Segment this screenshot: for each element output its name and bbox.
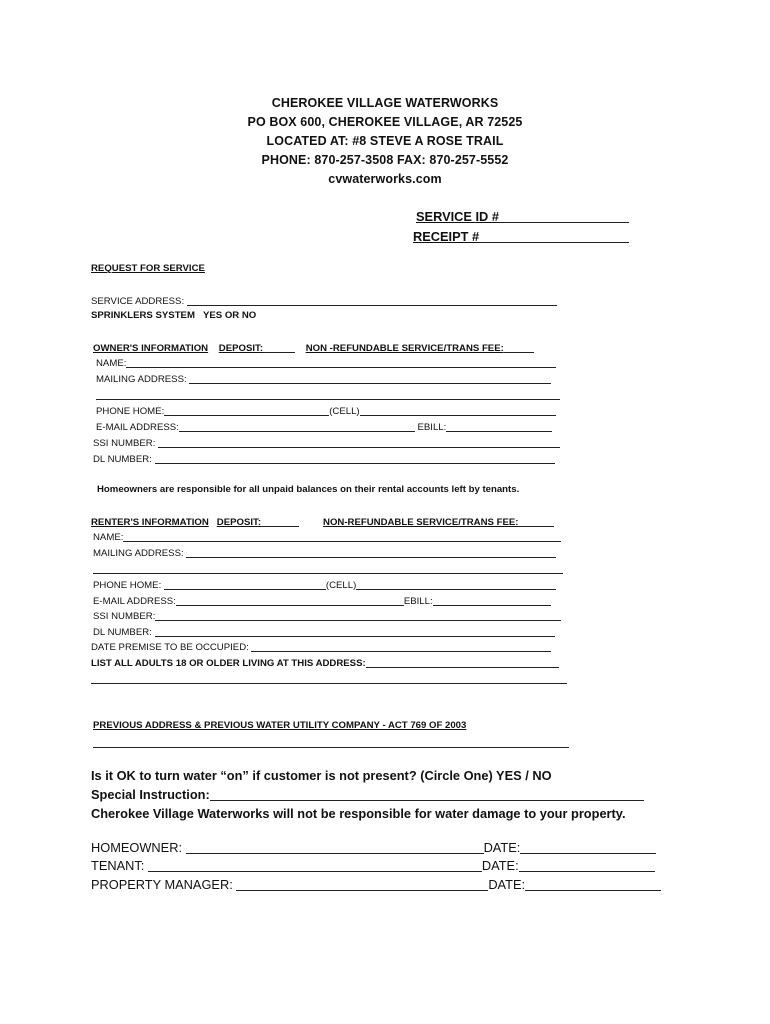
renter-adults-line[interactable] (366, 657, 559, 668)
renter-date-premise-label: DATE PREMISE TO BE OCCUPIED: (91, 642, 249, 653)
manager-label: PROPERTY MANAGER: (91, 877, 233, 892)
service-id-field (416, 209, 629, 224)
special-instruction-label: Special Instruction: (91, 787, 210, 802)
owner-fee-label: NON -REFUNDABLE SERVICE/TRANS FEE: (305, 343, 504, 354)
homeowner-date-line[interactable] (520, 841, 656, 854)
service-address-line[interactable] (187, 295, 557, 306)
sprinklers-label: SPRINKLERS SYSTEM (91, 310, 195, 321)
owner-mailing-line[interactable] (189, 373, 551, 384)
service-address-field (91, 295, 557, 307)
water-on-question: Is it OK to turn water “on” if customer is not present? (Circle One) YES / NO (91, 768, 552, 783)
manager-date-label: DATE: (488, 877, 526, 892)
owner-dl-line[interactable] (155, 453, 555, 464)
owner-cell-label: (CELL) (329, 406, 360, 417)
renter-deposit-label: DEPOSIT: (216, 517, 262, 528)
renter-date-premise-line[interactable] (251, 641, 551, 652)
renter-mailing-label: MAILING ADDRESS: (93, 548, 184, 559)
sprinklers-options[interactable]: YES OR NO (202, 310, 257, 321)
homeowner-label: HOMEOWNER: (91, 840, 182, 855)
renter-fee-line[interactable] (518, 516, 554, 527)
renter-cell-line[interactable] (356, 579, 556, 590)
renter-phone-line[interactable] (164, 579, 326, 590)
renter-dl-field (93, 626, 555, 638)
service-id-label: SERVICE ID # (416, 209, 499, 224)
owner-email-field (96, 421, 552, 433)
tenant-date-label: DATE: (481, 858, 519, 873)
owner-mailing-line2[interactable] (96, 389, 560, 400)
owner-mailing-field (96, 373, 551, 385)
renter-cell-label: (CELL) (325, 580, 357, 591)
owner-name-field (96, 357, 556, 369)
company-po-box: PO BOX 600, CHEROKEE VILLAGE, AR 72525 (247, 115, 523, 129)
disclaimer: Cherokee Village Waterworks will not be responsible for water damage to your property. (91, 806, 626, 821)
owner-dl-field (93, 453, 555, 465)
owner-cell-line[interactable] (360, 405, 556, 416)
manager-date-line[interactable] (525, 878, 661, 891)
owner-phone-label: PHONE HOME: (96, 406, 165, 417)
renter-adults-line-2 (91, 673, 567, 685)
renter-adults-field (91, 657, 559, 669)
company-location: LOCATED AT: #8 STEVE A ROSE TRAIL (266, 134, 504, 148)
renter-ssi-label: SSI NUMBER: (93, 611, 156, 622)
renter-name-field (93, 531, 561, 543)
owner-title: OWNER'S INFORMATION (93, 343, 209, 354)
owner-header (93, 342, 534, 354)
homeowner-date-label: DATE: (483, 840, 521, 855)
tenant-label: TENANT: (91, 858, 145, 873)
special-instruction-line[interactable] (210, 788, 644, 801)
renter-phone-field (93, 579, 556, 591)
receipt-label: RECEIPT # (413, 229, 480, 244)
renter-ebill-label: EBILL: (403, 596, 433, 607)
sprinklers-field (91, 310, 256, 321)
owner-ebill-line[interactable] (446, 421, 552, 432)
homeowner-signature-line[interactable] (186, 841, 484, 854)
owner-name-line[interactable] (126, 357, 556, 368)
renter-adults-label: LIST ALL ADULTS 18 OR OLDER LIVING AT THIS ADDRESS: (91, 658, 366, 669)
owner-phone-line[interactable] (164, 405, 329, 416)
company-name: CHEROKEE VILLAGE WATERWORKS (271, 96, 499, 110)
renter-ssi-field (93, 610, 561, 622)
renter-mailing-line-2 (93, 563, 563, 575)
renter-mailing-field (93, 547, 556, 559)
owner-mailing-label: MAILING ADDRESS: (96, 374, 187, 385)
owner-phone-field (96, 405, 556, 417)
owner-email-line[interactable] (179, 421, 415, 432)
previous-address-line[interactable] (93, 737, 569, 748)
special-instruction-field (91, 787, 644, 802)
owner-deposit-label: DEPOSIT: (218, 343, 264, 354)
homeowner-signature-row (91, 840, 656, 855)
homeowner-notice: Homeowners are responsible for all unpaid balances on their rental accounts left by tenants. (97, 484, 520, 495)
renter-name-label: NAME: (93, 532, 124, 543)
company-website: cvwaterworks.com (328, 172, 442, 186)
service-id-line[interactable] (499, 212, 629, 223)
owner-email-label: E-MAIL ADDRESS: (96, 422, 179, 433)
tenant-signature-line[interactable] (148, 859, 482, 872)
renter-email-label: E-MAIL ADDRESS: (93, 596, 176, 607)
renter-dl-line[interactable] (155, 626, 555, 637)
renter-email-field (93, 595, 551, 607)
previous-address-line-wrap (93, 737, 569, 749)
request-title: REQUEST FOR SERVICE (91, 263, 205, 274)
owner-mailing-line-2 (96, 389, 560, 401)
manager-signature-row (91, 877, 661, 892)
owner-name-label: NAME: (96, 358, 127, 369)
owner-ssi-label: SSI NUMBER: (93, 438, 156, 449)
renter-phone-label: PHONE HOME: (93, 580, 162, 591)
renter-deposit-line[interactable] (261, 516, 299, 527)
renter-fee-label: NON-REFUNDABLE SERVICE/TRANS FEE: (323, 517, 519, 528)
renter-adults-line2[interactable] (91, 673, 567, 684)
owner-deposit-line[interactable] (263, 342, 295, 353)
renter-mailing-line2[interactable] (93, 563, 563, 574)
service-address-label: SERVICE ADDRESS: (91, 296, 185, 307)
renter-dl-label: DL NUMBER: (93, 627, 152, 638)
receipt-line[interactable] (479, 232, 629, 243)
renter-title: RENTER'S INFORMATION (91, 517, 209, 528)
tenant-date-line[interactable] (519, 859, 655, 872)
renter-ssi-line[interactable] (155, 610, 561, 621)
owner-ssi-field (93, 437, 560, 449)
manager-signature-line[interactable] (236, 878, 488, 891)
renter-name-line[interactable] (123, 531, 561, 542)
owner-ebill-label: EBILL: (417, 422, 447, 433)
owner-ssi-line[interactable] (158, 437, 560, 448)
tenant-signature-row (91, 858, 655, 873)
owner-dl-label: DL NUMBER: (93, 454, 152, 465)
renter-date-premise-field (91, 641, 551, 653)
company-phone-fax: PHONE: 870-257-3508 FAX: 870-257-5552 (261, 153, 509, 167)
owner-fee-line[interactable] (504, 342, 534, 353)
receipt-field (413, 229, 629, 244)
renter-ebill-line[interactable] (433, 595, 551, 606)
renter-header (91, 516, 554, 528)
renter-email-line[interactable] (176, 595, 404, 606)
previous-address-title: PREVIOUS ADDRESS & PREVIOUS WATER UTILITY COMPANY - ACT 769 OF 2003 (93, 720, 467, 731)
renter-mailing-line[interactable] (186, 547, 556, 558)
